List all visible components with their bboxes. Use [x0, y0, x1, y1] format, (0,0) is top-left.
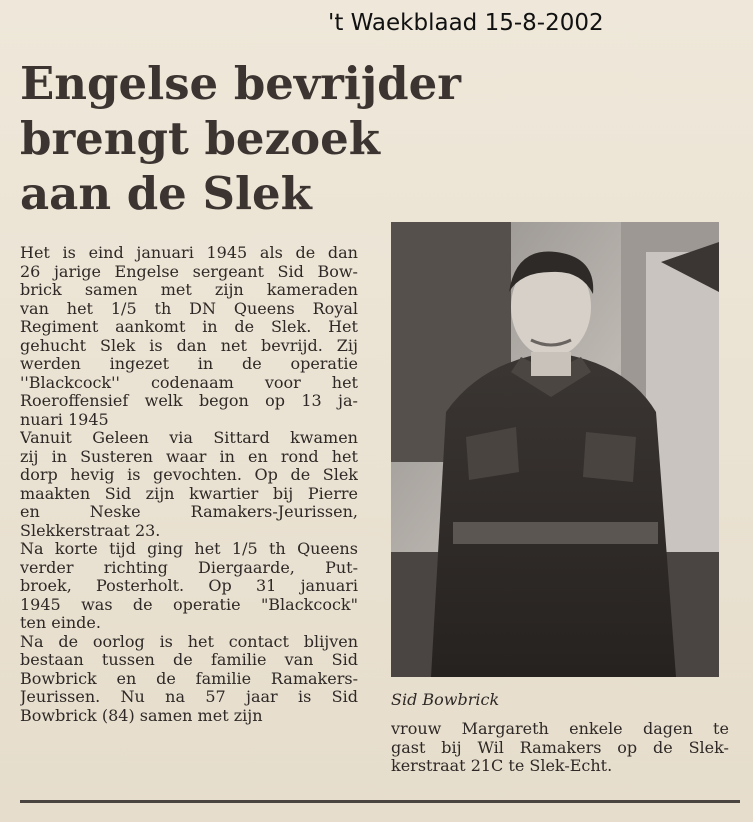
text-line: Het is eind januari 1945 als de dan	[20, 244, 358, 262]
text-line: Roeroffensief welk begon op 13 ja-	[20, 392, 358, 410]
article-body	[20, 244, 358, 789]
text-line: Bowbrick en de familie Ramakers-	[20, 669, 358, 688]
text-line: Bowbrick (84) samen met zijn	[20, 706, 263, 725]
headline-line: aan de Slek	[20, 167, 312, 220]
text-line: en Neske Ramakers-Jeurissen,	[20, 503, 358, 521]
text-line: ten einde.	[20, 614, 101, 632]
photo-caption: Sid Bowbrick	[391, 690, 500, 709]
text-line: nuari 1945	[20, 410, 109, 429]
source-label: 't Waekblaad 15-8-2002	[328, 10, 604, 36]
text-line: broek, Posterholt. Op 31 januari	[20, 577, 358, 595]
text-line: Vanuit Geleen via Sittard kwamen	[20, 429, 358, 447]
text-line: werden ingezet in de operatie	[20, 355, 358, 373]
text-line: maakten Sid zijn kwartier bij Pierre	[20, 484, 358, 503]
text-line: van het 1/5 th DN Queens Royal	[20, 299, 358, 318]
text-line: Slekkerstraat 23.	[20, 521, 161, 540]
text-line: kerstraat 21C te Slek-Echt.	[391, 757, 613, 775]
text-line: 26 jarige Engelse sergeant Sid Bow-	[20, 262, 358, 281]
headline-line: brengt bezoek	[20, 112, 380, 165]
text-line: bestaan tussen de familie van Sid	[20, 651, 358, 669]
text-line: gast bij Wil Ramakers op de Slek-	[391, 738, 729, 757]
text-line: Regiment aankomt in de Slek. Het	[20, 318, 358, 336]
text-line: Jeurissen. Nu na 57 jaar is Sid	[20, 688, 358, 706]
article-continuation	[391, 720, 729, 790]
text-line: brick samen met zijn kameraden	[20, 281, 358, 299]
text-line: gehucht Slek is dan net bevrijd. Zij	[20, 336, 358, 355]
text-line: 1945 was de operatie "Blackcock"	[20, 595, 358, 614]
text-line: Na korte tijd ging het 1/5 th Queens	[20, 540, 358, 558]
portrait-photo	[391, 222, 719, 677]
text-line: dorp hevig is gevochten. Op de Slek	[20, 466, 358, 484]
text-line: vrouw Margareth enkele dagen te	[391, 720, 729, 738]
soldier-photo-illustration	[391, 222, 719, 677]
text-line: zij in Susteren waar in en rond het	[20, 447, 358, 466]
text-line: ''Blackcock'' codenaam voor het	[20, 373, 358, 392]
text-line: verder richting Diergaarde, Put-	[20, 558, 358, 577]
headline	[20, 56, 580, 226]
headline-line: Engelse bevrijder	[20, 57, 461, 110]
bottom-rule	[20, 800, 740, 803]
text-line: Na de oorlog is het contact blijven	[20, 632, 358, 651]
